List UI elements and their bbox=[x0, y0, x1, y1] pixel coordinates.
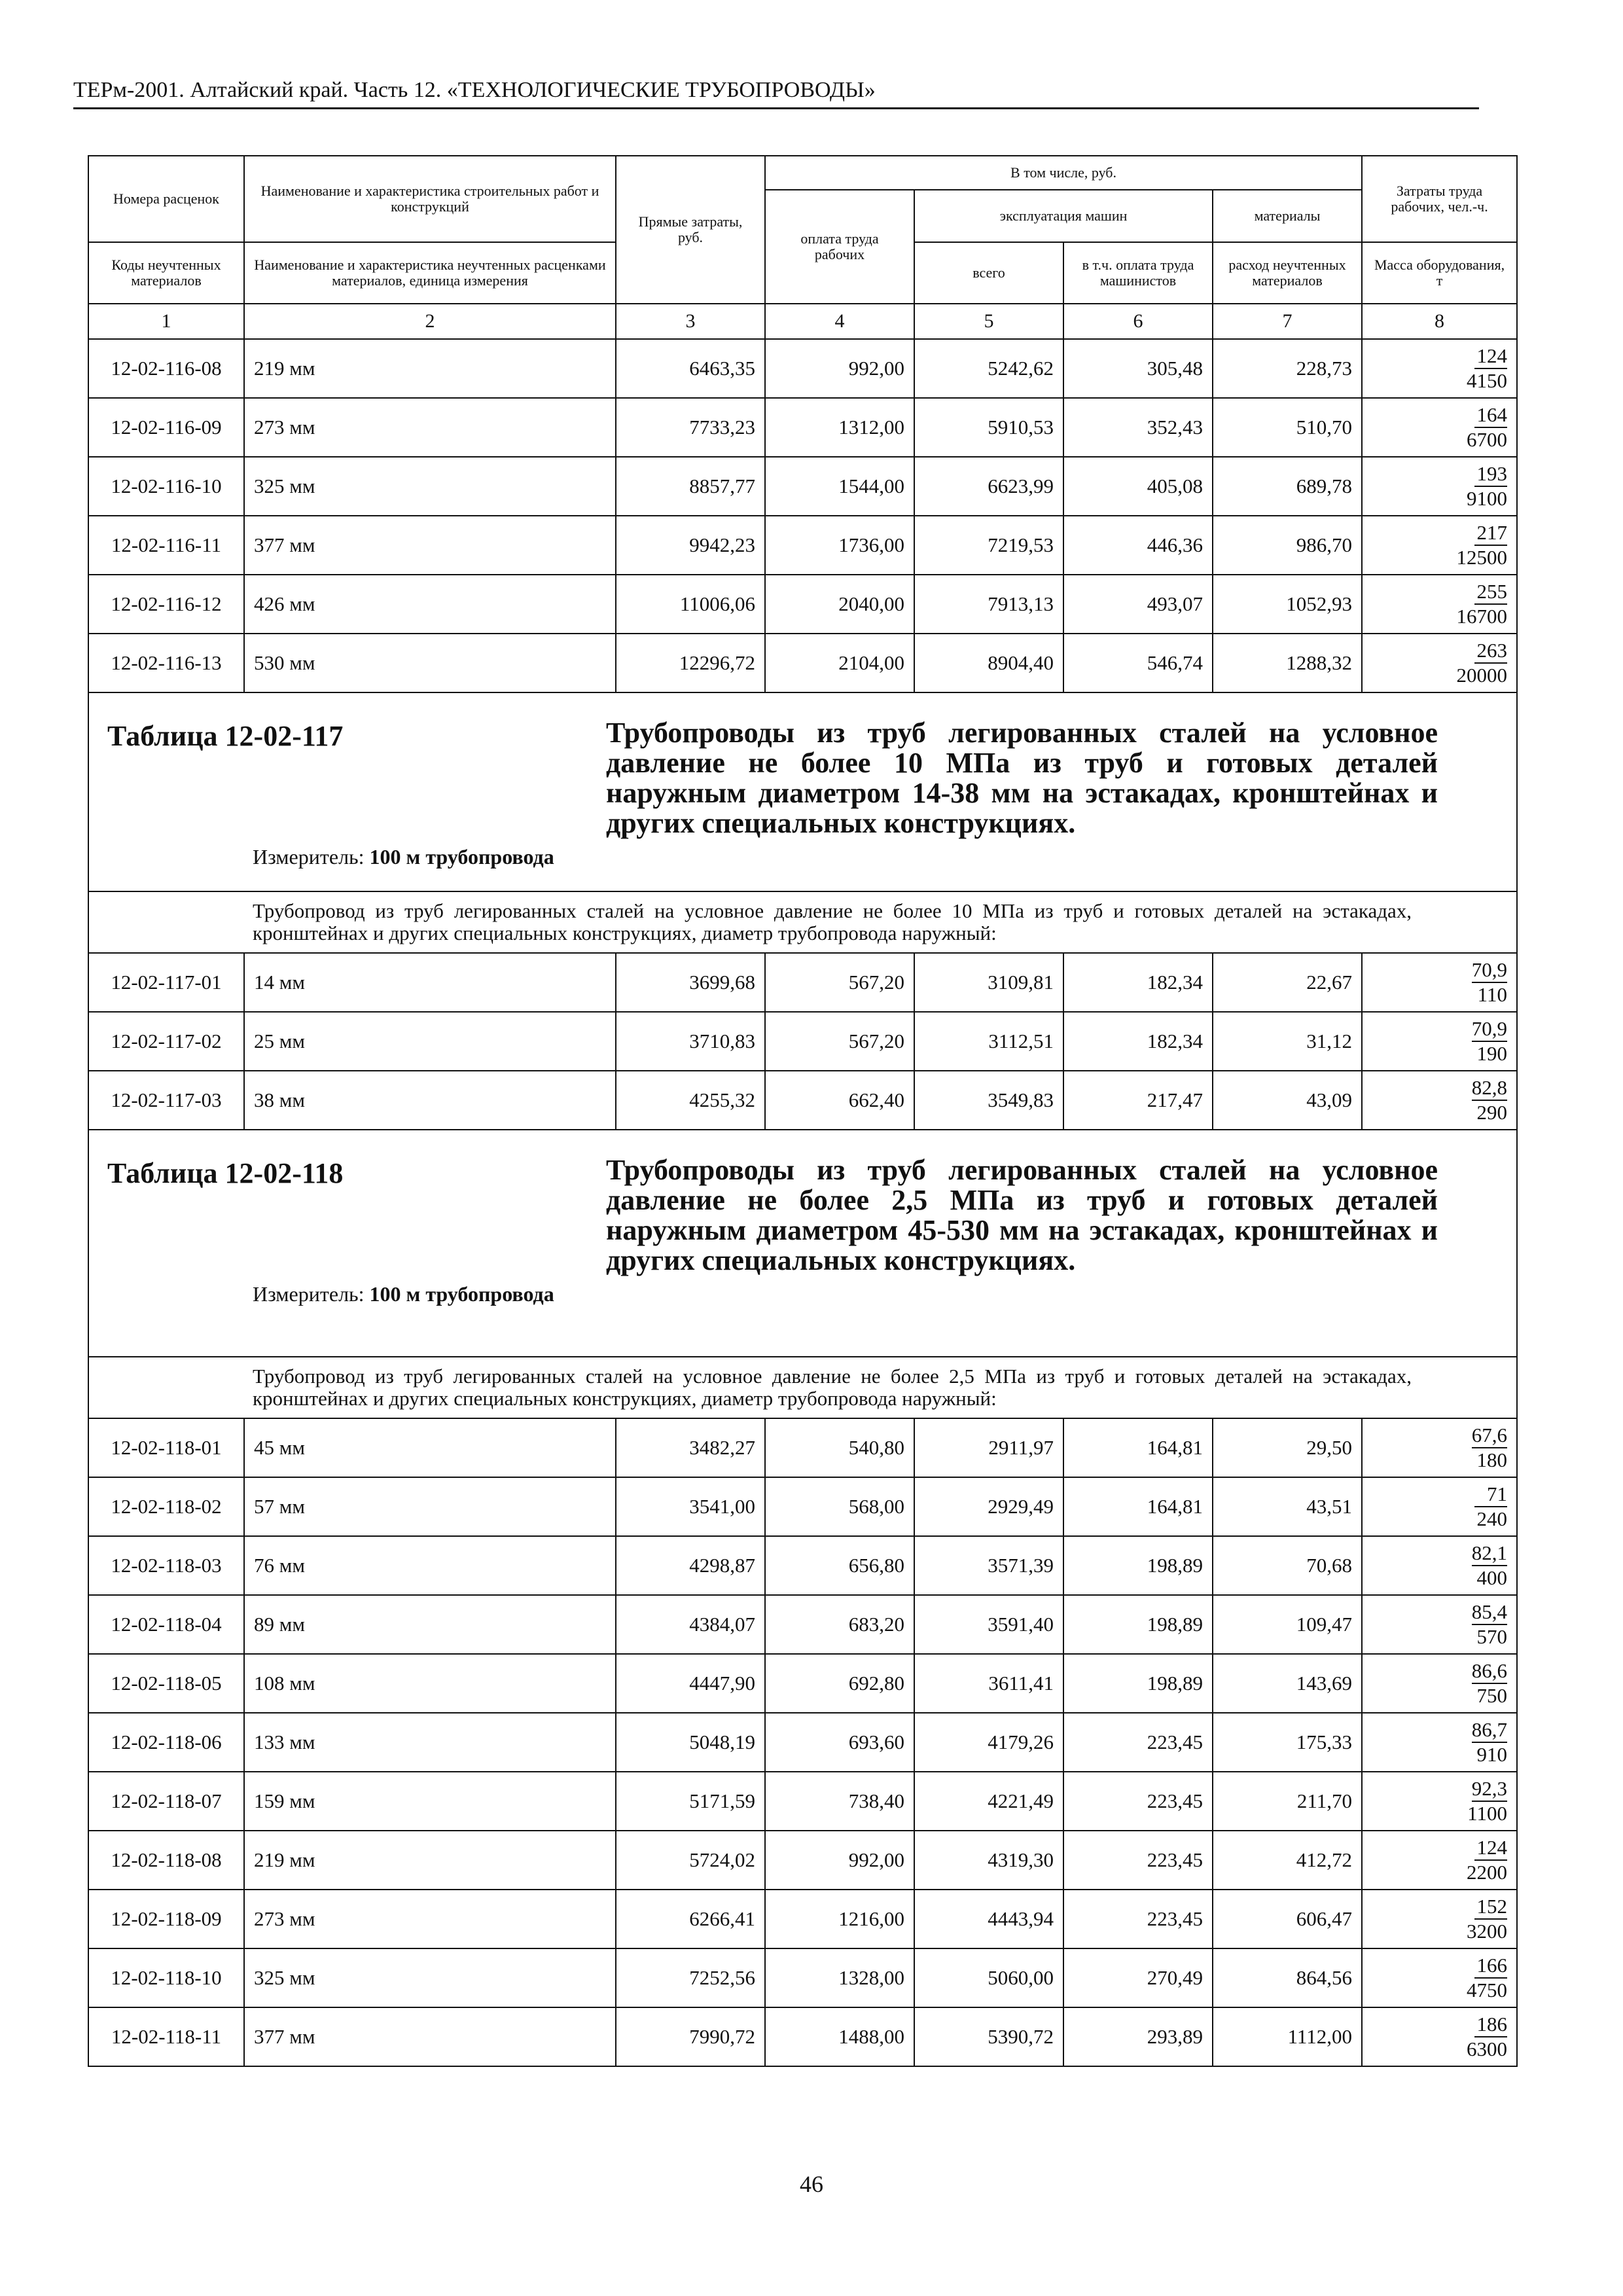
material-cost: 109,47 bbox=[1213, 1595, 1362, 1654]
table-row bbox=[88, 1477, 1517, 1536]
table-row bbox=[88, 953, 1517, 1012]
direct-cost: 6266,41 bbox=[616, 1890, 765, 1948]
table-row bbox=[88, 1890, 1517, 1948]
material-cost: 43,09 bbox=[1213, 1071, 1362, 1130]
labor-hours-mass bbox=[1362, 1654, 1517, 1713]
labor-hours: 152 bbox=[1474, 1895, 1507, 1920]
table-118-title: Таблица 12-02-118 bbox=[107, 1157, 344, 1189]
material-cost: 211,70 bbox=[1213, 1772, 1362, 1831]
rate-code: 12-02-116-12 bbox=[88, 575, 244, 634]
work-name: 325 мм bbox=[244, 457, 616, 516]
machine-cost: 3112,51 bbox=[914, 1012, 1063, 1071]
column-number: 5 bbox=[914, 304, 1063, 339]
work-name: 426 мм bbox=[244, 575, 616, 634]
page-header: ТЕРм-2001. Алтайский край. Часть 12. «ТЕХНОЛОГИЧЕСКИЕ ТРУБОПРОВОДЫ» bbox=[73, 77, 1479, 109]
machine-cost: 3109,81 bbox=[914, 953, 1063, 1012]
labor-hours-mass bbox=[1362, 1772, 1517, 1831]
table-118-description: Трубопроводы из труб легированных сталей на условное давление не более 2,5 МПа из труб и готовых деталей наружным диаметром 45-530 мм на эстакадах, кронштейнах и других специальных конструкциях. bbox=[606, 1154, 1438, 1276]
labor-cost: 1736,00 bbox=[765, 516, 914, 575]
labor-hours-mass bbox=[1362, 457, 1517, 516]
rate-code: 12-02-118-08 bbox=[88, 1831, 244, 1890]
table-row bbox=[88, 516, 1517, 575]
col-header-material-codes: Коды неучтенных материалов bbox=[88, 242, 244, 304]
material-cost: 29,50 bbox=[1213, 1418, 1362, 1477]
rate-code: 12-02-117-02 bbox=[88, 1012, 244, 1071]
col-header-name: Наименование и характеристика строительных работ и конструкций bbox=[244, 156, 616, 242]
work-name: 25 мм bbox=[244, 1012, 616, 1071]
table-118-note: Трубопровод из труб легированных сталей на условное давление не более 2,5 МПа из труб и готовых деталей на эстакадах, кронштейнах и других специальных конструкциях, диаметр трубопровода наружный: bbox=[88, 1357, 1517, 1418]
material-cost: 143,69 bbox=[1213, 1654, 1362, 1713]
column-number: 3 bbox=[616, 304, 765, 339]
rates-table bbox=[88, 155, 1518, 2067]
rate-code: 12-02-118-11 bbox=[88, 2007, 244, 2066]
equipment-mass: 180 bbox=[1476, 1448, 1508, 1471]
operator-pay: 217,47 bbox=[1063, 1071, 1213, 1130]
col-header-machines: эксплуатация машин bbox=[914, 190, 1213, 242]
equipment-mass: 240 bbox=[1476, 1507, 1508, 1530]
labor-hours: 263 bbox=[1474, 639, 1507, 664]
rate-code: 12-02-118-01 bbox=[88, 1418, 244, 1477]
machine-cost: 5910,53 bbox=[914, 398, 1063, 457]
equipment-mass: 290 bbox=[1476, 1101, 1508, 1124]
table-117-description: Трубопроводы из труб легированных сталей на условное давление не более 10 МПа из труб и готовых деталей наружным диаметром 14-38 мм на эстакадах, кронштейнах и других специальных конструкциях. bbox=[606, 717, 1438, 839]
col-header-operator-pay: в т.ч. оплата труда машинистов bbox=[1063, 242, 1213, 304]
rate-code: 12-02-116-11 bbox=[88, 516, 244, 575]
labor-hours-mass bbox=[1362, 339, 1517, 398]
direct-cost: 9942,23 bbox=[616, 516, 765, 575]
machine-cost: 5242,62 bbox=[914, 339, 1063, 398]
material-cost: 510,70 bbox=[1213, 398, 1362, 457]
direct-cost: 8857,77 bbox=[616, 457, 765, 516]
rate-code: 12-02-118-05 bbox=[88, 1654, 244, 1713]
col-header-unaccounted-materials: расход неучтенных материалов bbox=[1213, 242, 1362, 304]
table-row bbox=[88, 575, 1517, 634]
labor-hours: 85,4 bbox=[1472, 1600, 1507, 1625]
machine-cost: 2911,97 bbox=[914, 1418, 1063, 1477]
direct-cost: 4255,32 bbox=[616, 1071, 765, 1130]
labor-hours: 70,9 bbox=[1472, 958, 1507, 983]
col-header-labor: оплата труда рабочих bbox=[765, 190, 914, 304]
table-117-note: Трубопровод из труб легированных сталей на условное давление не более 10 МПа из труб и готовых деталей на эстакадах, кронштейнах и других специальных конструкциях, диаметр трубопровода наружный: bbox=[88, 891, 1517, 953]
rate-code: 12-02-116-09 bbox=[88, 398, 244, 457]
operator-pay: 405,08 bbox=[1063, 457, 1213, 516]
direct-cost: 3699,68 bbox=[616, 953, 765, 1012]
work-name: 273 мм bbox=[244, 398, 616, 457]
rate-code: 12-02-117-01 bbox=[88, 953, 244, 1012]
table-row bbox=[88, 1831, 1517, 1890]
equipment-mass: 12500 bbox=[1456, 546, 1508, 569]
labor-hours-mass bbox=[1362, 634, 1517, 692]
machine-cost: 4319,30 bbox=[914, 1831, 1063, 1890]
table-row bbox=[88, 634, 1517, 692]
labor-cost: 568,00 bbox=[765, 1477, 914, 1536]
machine-cost: 4179,26 bbox=[914, 1713, 1063, 1772]
labor-hours-mass bbox=[1362, 1071, 1517, 1130]
equipment-mass: 190 bbox=[1476, 1042, 1508, 1065]
labor-hours-mass bbox=[1362, 1890, 1517, 1948]
equipment-mass: 6300 bbox=[1467, 2037, 1508, 2060]
machine-cost: 5060,00 bbox=[914, 1948, 1063, 2007]
equipment-mass: 400 bbox=[1476, 1566, 1508, 1589]
work-name: 219 мм bbox=[244, 1831, 616, 1890]
machine-cost: 3549,83 bbox=[914, 1071, 1063, 1130]
machine-cost: 7913,13 bbox=[914, 575, 1063, 634]
table-118-meter bbox=[253, 1276, 1516, 1310]
table-row bbox=[88, 1713, 1517, 1772]
material-cost: 1288,32 bbox=[1213, 634, 1362, 692]
rate-code: 12-02-118-07 bbox=[88, 1772, 244, 1831]
operator-pay: 546,74 bbox=[1063, 634, 1213, 692]
col-header-equipment-mass: Масса оборудования, т bbox=[1362, 242, 1517, 304]
material-cost: 43,51 bbox=[1213, 1477, 1362, 1536]
equipment-mass: 20000 bbox=[1456, 664, 1508, 687]
material-cost: 986,70 bbox=[1213, 516, 1362, 575]
machine-cost: 6623,99 bbox=[914, 457, 1063, 516]
rows-118 bbox=[88, 1418, 1517, 2066]
labor-hours-mass bbox=[1362, 398, 1517, 457]
operator-pay: 270,49 bbox=[1063, 1948, 1213, 2007]
direct-cost: 3482,27 bbox=[616, 1418, 765, 1477]
operator-pay: 198,89 bbox=[1063, 1654, 1213, 1713]
col-header-materials: материалы bbox=[1213, 190, 1362, 242]
labor-cost: 662,40 bbox=[765, 1071, 914, 1130]
operator-pay: 182,34 bbox=[1063, 1012, 1213, 1071]
rate-code: 12-02-118-06 bbox=[88, 1713, 244, 1772]
machine-cost: 4221,49 bbox=[914, 1772, 1063, 1831]
rows-117 bbox=[88, 953, 1517, 1130]
material-cost: 70,68 bbox=[1213, 1536, 1362, 1595]
table-row bbox=[88, 1948, 1517, 2007]
labor-hours: 193 bbox=[1474, 462, 1507, 487]
rate-code: 12-02-116-13 bbox=[88, 634, 244, 692]
labor-hours-mass bbox=[1362, 1477, 1517, 1536]
rate-code: 12-02-116-10 bbox=[88, 457, 244, 516]
table-row bbox=[88, 1418, 1517, 1477]
labor-hours: 124 bbox=[1474, 344, 1507, 369]
labor-hours: 67,6 bbox=[1472, 1424, 1507, 1448]
col-header-labor-hours: Затраты труда рабочих, чел.-ч. bbox=[1362, 156, 1517, 242]
work-name: 89 мм bbox=[244, 1595, 616, 1654]
labor-cost: 992,00 bbox=[765, 339, 914, 398]
work-name: 159 мм bbox=[244, 1772, 616, 1831]
table-header bbox=[88, 156, 1517, 339]
labor-cost: 683,20 bbox=[765, 1595, 914, 1654]
column-number: 7 bbox=[1213, 304, 1362, 339]
operator-pay: 223,45 bbox=[1063, 1713, 1213, 1772]
material-cost: 228,73 bbox=[1213, 339, 1362, 398]
labor-hours: 186 bbox=[1474, 2013, 1507, 2037]
material-cost: 864,56 bbox=[1213, 1948, 1362, 2007]
labor-hours: 86,6 bbox=[1472, 1659, 1507, 1684]
machine-cost: 3571,39 bbox=[914, 1536, 1063, 1595]
labor-hours: 92,3 bbox=[1472, 1777, 1507, 1802]
table-117-title: Таблица 12-02-117 bbox=[107, 720, 344, 752]
table-row bbox=[88, 1595, 1517, 1654]
operator-pay: 164,81 bbox=[1063, 1418, 1213, 1477]
labor-hours: 70,9 bbox=[1472, 1017, 1507, 1042]
rate-code: 12-02-118-04 bbox=[88, 1595, 244, 1654]
rate-code: 12-02-118-09 bbox=[88, 1890, 244, 1948]
col-header-including: В том числе, руб. bbox=[765, 156, 1362, 190]
machine-cost: 3611,41 bbox=[914, 1654, 1063, 1713]
operator-pay: 182,34 bbox=[1063, 953, 1213, 1012]
work-name: 45 мм bbox=[244, 1418, 616, 1477]
work-name: 325 мм bbox=[244, 1948, 616, 2007]
operator-pay: 223,45 bbox=[1063, 1772, 1213, 1831]
column-number: 4 bbox=[765, 304, 914, 339]
work-name: 530 мм bbox=[244, 634, 616, 692]
equipment-mass: 6700 bbox=[1467, 428, 1508, 451]
labor-hours: 124 bbox=[1474, 1836, 1507, 1861]
machine-cost: 7219,53 bbox=[914, 516, 1063, 575]
labor-hours-mass bbox=[1362, 1948, 1517, 2007]
direct-cost: 5048,19 bbox=[616, 1713, 765, 1772]
labor-hours-mass bbox=[1362, 575, 1517, 634]
work-name: 133 мм bbox=[244, 1713, 616, 1772]
labor-hours: 255 bbox=[1474, 580, 1507, 605]
rows-116 bbox=[88, 339, 1517, 692]
labor-cost: 692,80 bbox=[765, 1654, 914, 1713]
work-name: 14 мм bbox=[244, 953, 616, 1012]
direct-cost: 5724,02 bbox=[616, 1831, 765, 1890]
machine-cost: 8904,40 bbox=[914, 634, 1063, 692]
table-row bbox=[88, 1654, 1517, 1713]
material-cost: 175,33 bbox=[1213, 1713, 1362, 1772]
labor-hours: 86,7 bbox=[1472, 1718, 1507, 1743]
labor-hours: 164 bbox=[1474, 403, 1507, 428]
labor-cost: 1488,00 bbox=[765, 2007, 914, 2066]
equipment-mass: 4750 bbox=[1467, 1979, 1508, 2001]
labor-hours-mass bbox=[1362, 1831, 1517, 1890]
material-cost: 31,12 bbox=[1213, 1012, 1362, 1071]
direct-cost: 12296,72 bbox=[616, 634, 765, 692]
operator-pay: 223,45 bbox=[1063, 1831, 1213, 1890]
machine-cost: 5390,72 bbox=[914, 2007, 1063, 2066]
labor-hours: 71 bbox=[1474, 1482, 1507, 1507]
labor-cost: 693,60 bbox=[765, 1713, 914, 1772]
labor-hours-mass bbox=[1362, 1536, 1517, 1595]
operator-pay: 352,43 bbox=[1063, 398, 1213, 457]
labor-hours: 166 bbox=[1474, 1954, 1507, 1979]
machine-cost: 3591,40 bbox=[914, 1595, 1063, 1654]
equipment-mass: 1100 bbox=[1467, 1802, 1508, 1825]
work-name: 38 мм bbox=[244, 1071, 616, 1130]
operator-pay: 293,89 bbox=[1063, 2007, 1213, 2066]
col-header-material-names: Наименование и характеристика неучтенных расценками материалов, единица измерения bbox=[244, 242, 616, 304]
material-cost: 606,47 bbox=[1213, 1890, 1362, 1948]
operator-pay: 493,07 bbox=[1063, 575, 1213, 634]
direct-cost: 5171,59 bbox=[616, 1772, 765, 1831]
table-row bbox=[88, 1012, 1517, 1071]
operator-pay: 223,45 bbox=[1063, 1890, 1213, 1948]
direct-cost: 7252,56 bbox=[616, 1948, 765, 2007]
direct-cost: 7990,72 bbox=[616, 2007, 765, 2066]
meter-label: Измеритель: bbox=[253, 845, 365, 869]
direct-cost: 4298,87 bbox=[616, 1536, 765, 1595]
labor-cost: 2104,00 bbox=[765, 634, 914, 692]
column-number: 2 bbox=[244, 304, 616, 339]
labor-hours-mass bbox=[1362, 1595, 1517, 1654]
machine-cost: 2929,49 bbox=[914, 1477, 1063, 1536]
labor-hours-mass bbox=[1362, 1012, 1517, 1071]
direct-cost: 3541,00 bbox=[616, 1477, 765, 1536]
table-row bbox=[88, 1536, 1517, 1595]
equipment-mass: 3200 bbox=[1467, 1920, 1508, 1943]
material-cost: 1052,93 bbox=[1213, 575, 1362, 634]
labor-cost: 2040,00 bbox=[765, 575, 914, 634]
material-cost: 412,72 bbox=[1213, 1831, 1362, 1890]
table-row bbox=[88, 1071, 1517, 1130]
operator-pay: 305,48 bbox=[1063, 339, 1213, 398]
equipment-mass: 9100 bbox=[1467, 487, 1508, 510]
rate-code: 12-02-118-02 bbox=[88, 1477, 244, 1536]
operator-pay: 198,89 bbox=[1063, 1536, 1213, 1595]
table-row bbox=[88, 1772, 1517, 1831]
work-name: 219 мм bbox=[244, 339, 616, 398]
labor-hours: 217 bbox=[1474, 521, 1507, 546]
labor-cost: 567,20 bbox=[765, 1012, 914, 1071]
meter-value: 100 м трубопровода bbox=[369, 1282, 554, 1306]
labor-cost: 992,00 bbox=[765, 1831, 914, 1890]
operator-pay: 198,89 bbox=[1063, 1595, 1213, 1654]
section-117 bbox=[88, 692, 1517, 953]
operator-pay: 446,36 bbox=[1063, 516, 1213, 575]
equipment-mass: 110 bbox=[1477, 983, 1508, 1006]
direct-cost: 11006,06 bbox=[616, 575, 765, 634]
column-numbers-row bbox=[88, 304, 1517, 339]
work-name: 377 мм bbox=[244, 516, 616, 575]
work-name: 76 мм bbox=[244, 1536, 616, 1595]
section-118 bbox=[88, 1130, 1517, 1418]
meter-label: Измеритель: bbox=[253, 1282, 365, 1306]
table-row bbox=[88, 398, 1517, 457]
material-cost: 689,78 bbox=[1213, 457, 1362, 516]
work-name: 57 мм bbox=[244, 1477, 616, 1536]
labor-cost: 1216,00 bbox=[765, 1890, 914, 1948]
work-name: 108 мм bbox=[244, 1654, 616, 1713]
equipment-mass: 4150 bbox=[1467, 369, 1508, 392]
material-cost: 1112,00 bbox=[1213, 2007, 1362, 2066]
equipment-mass: 570 bbox=[1476, 1625, 1508, 1648]
work-name: 273 мм bbox=[244, 1890, 616, 1948]
col-header-machines-total: всего bbox=[914, 242, 1063, 304]
equipment-mass: 910 bbox=[1476, 1743, 1508, 1766]
operator-pay: 164,81 bbox=[1063, 1477, 1213, 1536]
material-cost: 22,67 bbox=[1213, 953, 1362, 1012]
machine-cost: 4443,94 bbox=[914, 1890, 1063, 1948]
meter-value: 100 м трубопровода bbox=[369, 845, 554, 869]
labor-hours: 82,1 bbox=[1472, 1541, 1507, 1566]
labor-cost: 738,40 bbox=[765, 1772, 914, 1831]
table-row bbox=[88, 457, 1517, 516]
labor-hours-mass bbox=[1362, 953, 1517, 1012]
col-header-direct: Прямые затраты, руб. bbox=[616, 156, 765, 304]
table-row bbox=[88, 2007, 1517, 2066]
labor-hours: 82,8 bbox=[1472, 1076, 1507, 1101]
labor-hours-mass bbox=[1362, 1418, 1517, 1477]
column-number: 1 bbox=[88, 304, 244, 339]
table-117-meter bbox=[253, 838, 1516, 872]
equipment-mass: 16700 bbox=[1456, 605, 1508, 628]
labor-hours-mass bbox=[1362, 1713, 1517, 1772]
labor-cost: 1312,00 bbox=[765, 398, 914, 457]
direct-cost: 4447,90 bbox=[616, 1654, 765, 1713]
labor-cost: 567,20 bbox=[765, 953, 914, 1012]
rate-code: 12-02-117-03 bbox=[88, 1071, 244, 1130]
rate-code: 12-02-118-03 bbox=[88, 1536, 244, 1595]
labor-hours-mass bbox=[1362, 2007, 1517, 2066]
rate-code: 12-02-118-10 bbox=[88, 1948, 244, 2007]
column-number: 6 bbox=[1063, 304, 1213, 339]
work-name: 377 мм bbox=[244, 2007, 616, 2066]
page-number: 46 bbox=[800, 2171, 823, 2197]
labor-cost: 540,80 bbox=[765, 1418, 914, 1477]
rate-code: 12-02-116-08 bbox=[88, 339, 244, 398]
table-row bbox=[88, 339, 1517, 398]
direct-cost: 4384,07 bbox=[616, 1595, 765, 1654]
labor-hours-mass bbox=[1362, 516, 1517, 575]
equipment-mass: 2200 bbox=[1467, 1861, 1508, 1884]
labor-cost: 1328,00 bbox=[765, 1948, 914, 2007]
direct-cost: 7733,23 bbox=[616, 398, 765, 457]
col-header-codes: Номера расценок bbox=[88, 156, 244, 242]
direct-cost: 3710,83 bbox=[616, 1012, 765, 1071]
labor-cost: 656,80 bbox=[765, 1536, 914, 1595]
labor-cost: 1544,00 bbox=[765, 457, 914, 516]
direct-cost: 6463,35 bbox=[616, 339, 765, 398]
equipment-mass: 750 bbox=[1476, 1684, 1508, 1707]
column-number: 8 bbox=[1362, 304, 1517, 339]
